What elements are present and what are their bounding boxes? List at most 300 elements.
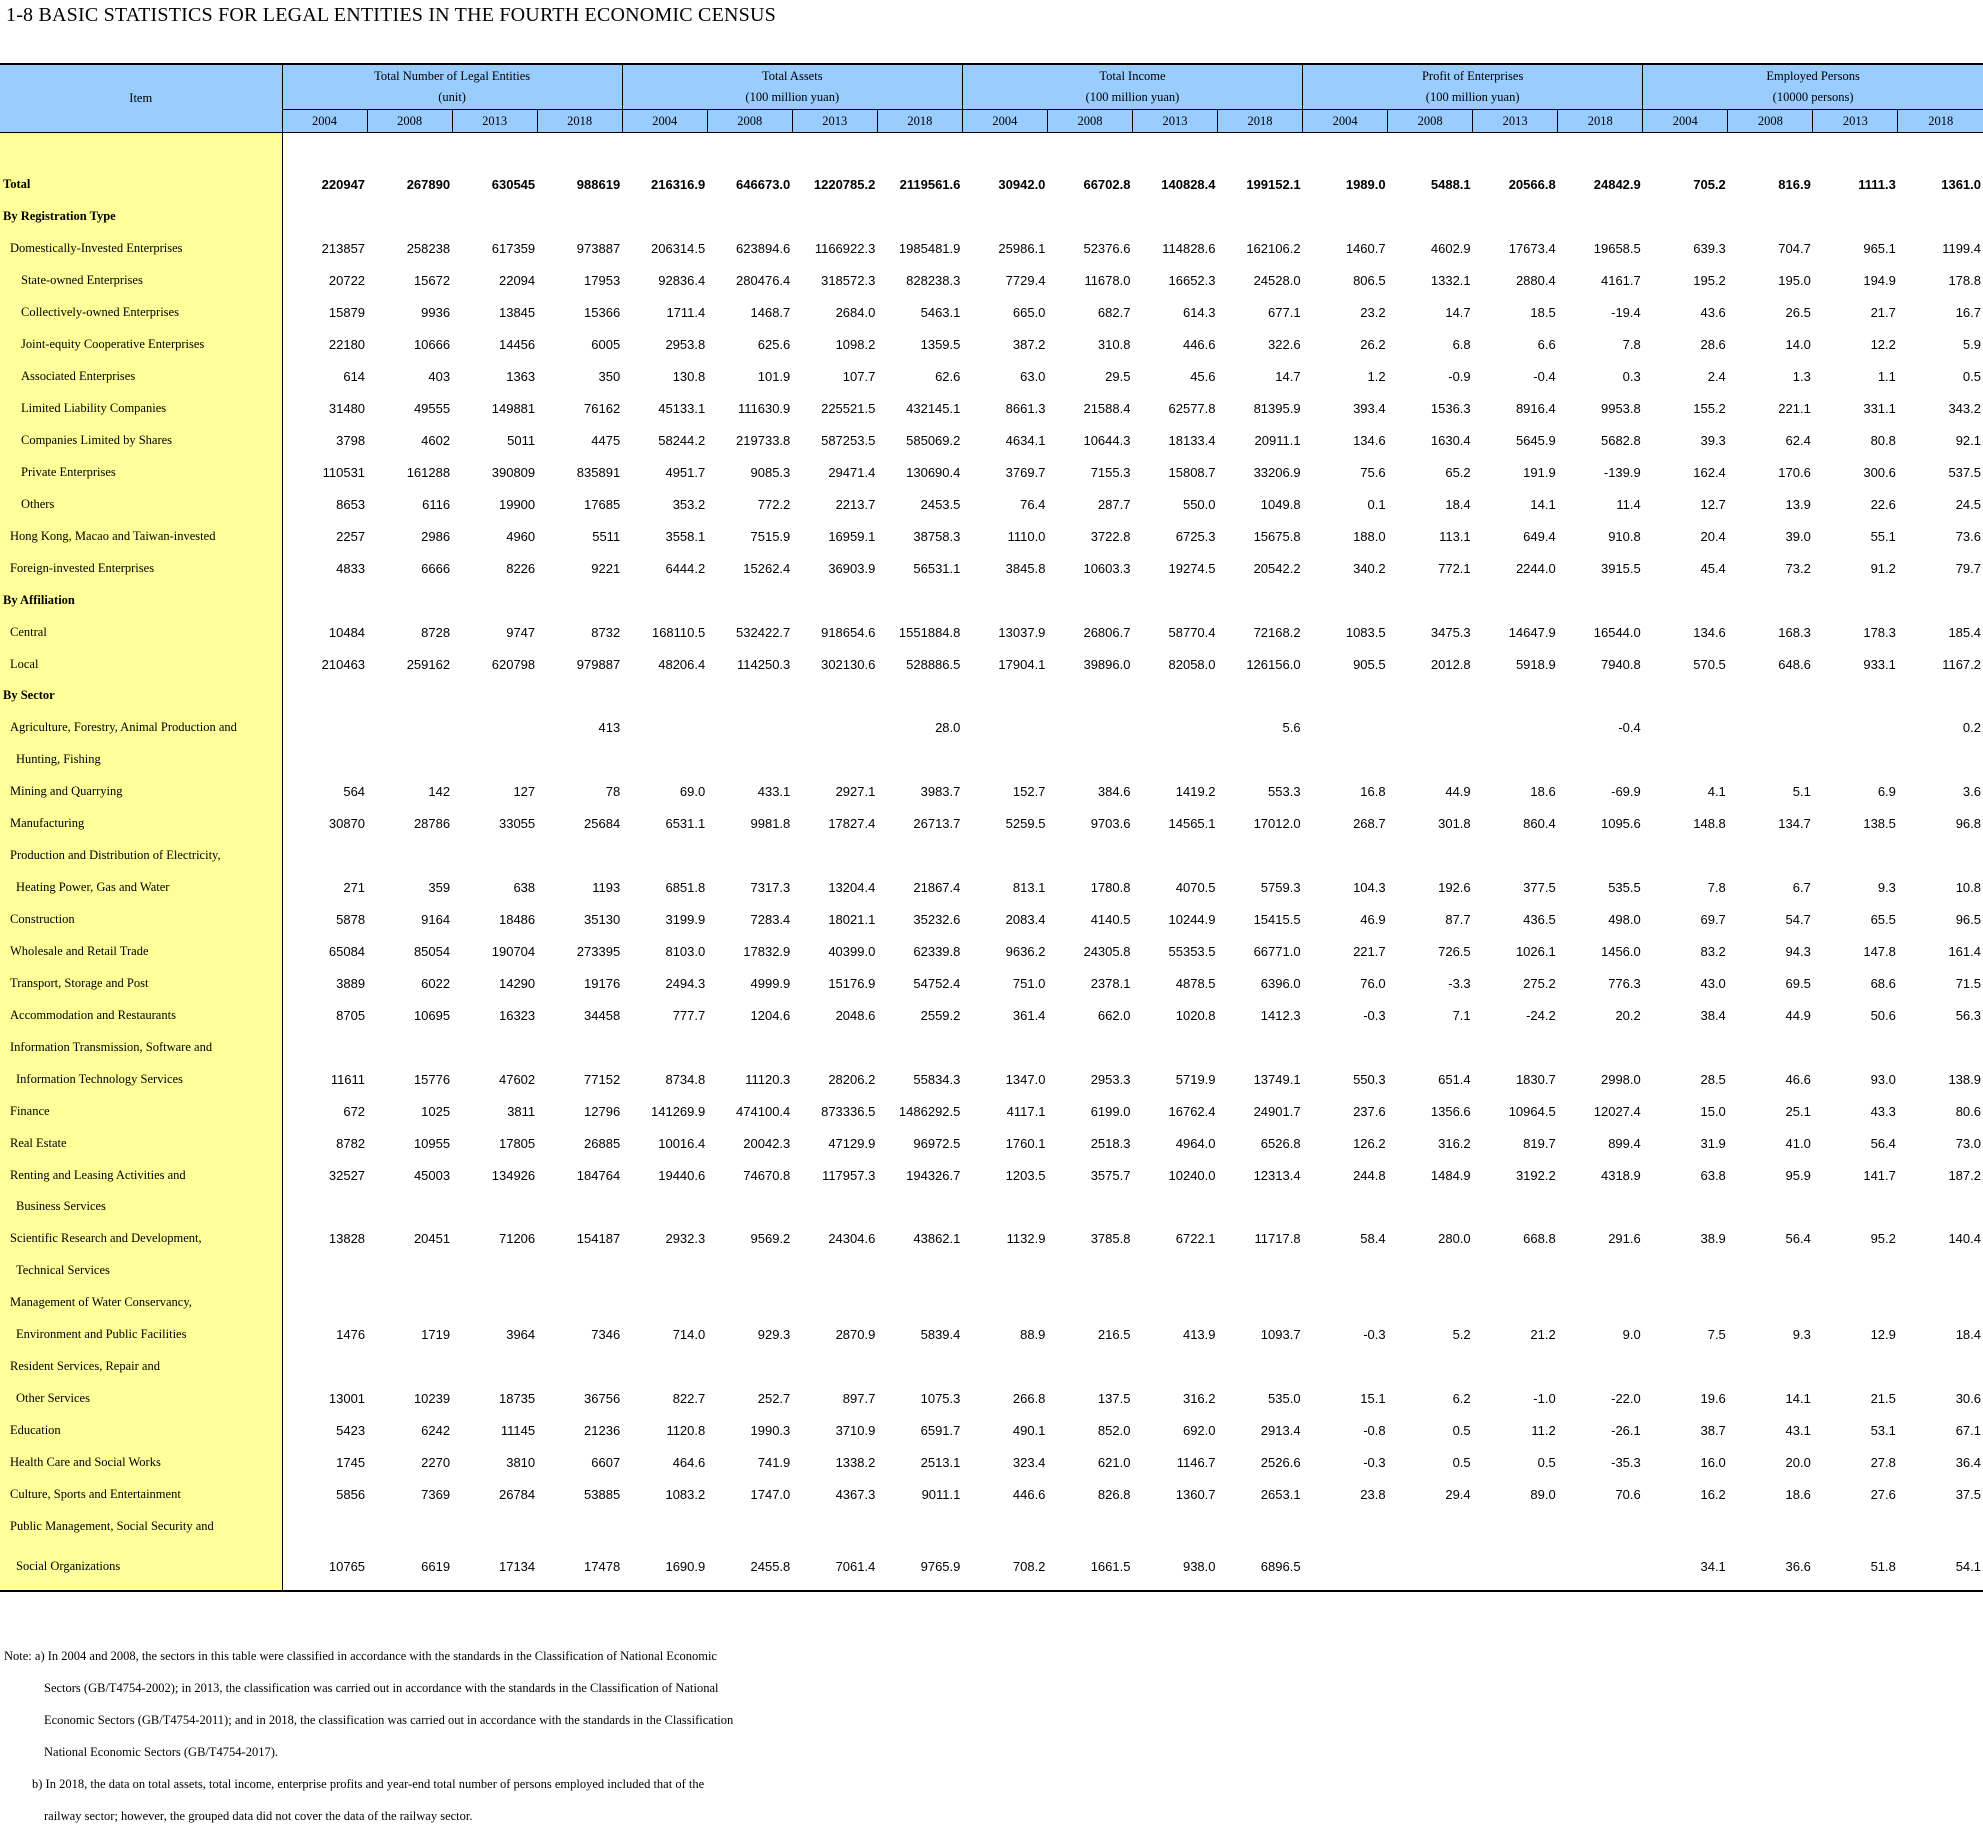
year-header: 2018 — [537, 110, 622, 133]
data-cell: 776.3 — [1608, 975, 1641, 991]
data-cell: 20451 — [413, 1231, 451, 1247]
data-cell — [1303, 712, 1388, 744]
data-cell: 19.6 — [1700, 1391, 1726, 1407]
data-cell: 988619 — [576, 177, 621, 193]
data-cell — [1473, 712, 1558, 744]
data-cell: 532422.7 — [736, 624, 791, 640]
data-cell: 2257 — [336, 528, 366, 544]
data-cell — [1303, 584, 1388, 616]
data-cell — [1643, 1191, 1728, 1223]
data-cell: 38.9 — [1700, 1231, 1726, 1247]
data-cell — [282, 1351, 367, 1383]
data-cell: 322.6 — [1268, 337, 1301, 353]
data-cell — [452, 680, 537, 712]
data-cell: 43.3 — [1870, 1103, 1896, 1119]
data-cell: 13845 — [498, 305, 536, 321]
table-row — [0, 616, 1983, 648]
year-header: 2013 — [1813, 110, 1898, 133]
data-cell: 24305.8 — [1083, 943, 1131, 959]
data-cell — [1643, 1287, 1728, 1319]
data-cell — [1558, 1351, 1643, 1383]
data-cell: 28.6 — [1700, 337, 1726, 353]
data-cell: 826.8 — [1097, 1486, 1131, 1502]
data-cell: 751.0 — [1012, 975, 1046, 991]
data-cell: 70.6 — [1615, 1486, 1641, 1502]
data-cell: 1.1 — [1877, 369, 1896, 385]
data-cell: 24528.0 — [1253, 273, 1301, 289]
data-cell: 220947 — [321, 177, 366, 193]
data-cell: 18.6 — [1530, 784, 1556, 800]
data-cell — [1473, 1287, 1558, 1319]
year-header: 2008 — [1388, 110, 1473, 133]
table-row — [0, 456, 1983, 488]
data-cell: 5839.4 — [920, 1327, 961, 1343]
data-cell — [1303, 201, 1388, 233]
data-cell: 92.1 — [1955, 432, 1981, 448]
data-cell: 16544.0 — [1593, 624, 1641, 640]
data-cell: 8782 — [336, 1135, 366, 1151]
data-cell: 93.0 — [1870, 1071, 1896, 1087]
data-cell: 78 — [605, 784, 621, 800]
data-cell — [1898, 840, 1983, 872]
data-cell: 6725.3 — [1175, 528, 1216, 544]
data-cell: 19440.6 — [658, 1167, 706, 1183]
data-cell: 323.4 — [1012, 1454, 1046, 1470]
data-cell: 21867.4 — [913, 880, 961, 896]
data-cell: 2048.6 — [835, 1007, 876, 1023]
data-cell: 1338.2 — [835, 1454, 876, 1470]
data-cell: 96972.5 — [913, 1135, 961, 1151]
data-cell: 822.7 — [672, 1391, 706, 1407]
data-cell: 21236 — [584, 1423, 621, 1439]
data-cell: 2927.1 — [835, 784, 876, 800]
data-cell: 905.5 — [1353, 656, 1386, 672]
row-label: Total — [0, 169, 282, 201]
data-cell: 1719 — [421, 1327, 451, 1343]
data-cell: 16.0 — [1700, 1454, 1726, 1470]
data-cell: 15176.9 — [828, 975, 876, 991]
data-cell — [1473, 1191, 1558, 1223]
data-cell: 22180 — [328, 337, 366, 353]
data-cell: -0.4 — [1533, 369, 1556, 385]
data-cell: 4475 — [591, 432, 621, 448]
data-cell — [707, 133, 792, 170]
data-cell — [1728, 133, 1813, 170]
data-cell — [962, 840, 1047, 872]
data-cell: 107.7 — [842, 369, 876, 385]
data-cell: 7515.9 — [750, 528, 791, 544]
data-cell — [1813, 1510, 1898, 1542]
data-cell: 56.3 — [1955, 1007, 1981, 1023]
data-cell — [1898, 1255, 1983, 1287]
data-cell: 413 — [598, 720, 621, 736]
data-cell: 5463.1 — [920, 305, 961, 321]
year-header: 2008 — [707, 110, 792, 133]
data-cell: 2986 — [421, 528, 451, 544]
data-cell — [1898, 1287, 1983, 1319]
data-cell: 1166922.3 — [814, 241, 876, 257]
data-cell: 206314.5 — [651, 241, 706, 257]
table-row — [0, 1127, 1983, 1159]
data-cell: 55834.3 — [913, 1071, 961, 1087]
data-cell: 10765 — [282, 1542, 367, 1591]
data-cell: 1098.2 — [835, 337, 876, 353]
data-cell: 20.0 — [1785, 1454, 1811, 1470]
data-cell: 3.6 — [1962, 784, 1981, 800]
data-cell: 1468.7 — [750, 305, 791, 321]
data-cell — [367, 680, 452, 712]
data-cell — [707, 584, 792, 616]
data-cell — [1813, 584, 1898, 616]
data-cell: 550.3 — [1353, 1071, 1386, 1087]
data-cell: 8103.0 — [665, 943, 706, 959]
table-row — [0, 1063, 1983, 1095]
data-cell: 1204.6 — [750, 1007, 791, 1023]
data-cell: 1360.7 — [1175, 1486, 1216, 1502]
data-cell: 7155.3 — [1090, 464, 1131, 480]
data-cell — [282, 584, 367, 616]
data-cell: 1132.9 — [1006, 1231, 1046, 1247]
year-header: 2013 — [792, 110, 877, 133]
data-cell — [1813, 744, 1898, 776]
data-cell: 1347.0 — [1005, 1071, 1046, 1087]
row-label: Culture, Sports and Entertainment — [0, 1478, 282, 1510]
data-cell: 26713.7 — [913, 816, 961, 832]
data-cell — [537, 680, 622, 712]
data-cell: 10.8 — [1955, 880, 1981, 896]
data-cell: 3983.7 — [920, 784, 961, 800]
data-cell: 741.9 — [757, 1454, 791, 1470]
data-cell: 168110.5 — [651, 624, 706, 640]
data-cell — [1898, 680, 1983, 712]
data-cell: 3475.3 — [1430, 624, 1471, 640]
data-cell: 76.4 — [1020, 496, 1046, 512]
data-cell: 623894.6 — [736, 241, 791, 257]
data-cell: 5511 — [592, 528, 621, 544]
data-cell: 18021.1 — [828, 912, 876, 928]
data-cell — [707, 712, 792, 744]
data-cell — [282, 1255, 367, 1287]
table-row — [0, 584, 1983, 616]
data-cell: 692.0 — [1182, 1423, 1216, 1439]
data-cell — [282, 712, 367, 744]
data-cell: 96.8 — [1955, 816, 1981, 832]
data-cell — [1047, 584, 1132, 616]
data-cell: 142 — [428, 784, 451, 800]
data-cell: 162106.2 — [1246, 241, 1301, 257]
data-cell: 15675.8 — [1253, 528, 1301, 544]
data-cell: 1830.7 — [1515, 1071, 1556, 1087]
data-cell — [707, 1255, 792, 1287]
data-cell: 44.9 — [1785, 1007, 1811, 1023]
data-cell: 8661.3 — [1005, 401, 1046, 417]
data-cell: 662.0 — [1097, 1007, 1131, 1023]
data-cell: 140.4 — [1948, 1231, 1981, 1247]
data-cell: 15672 — [413, 273, 451, 289]
data-cell — [1643, 584, 1728, 616]
data-cell — [1728, 840, 1813, 872]
data-cell: 6591.7 — [920, 1423, 961, 1439]
data-cell: 9011.1 — [921, 1486, 961, 1502]
row-label: Management of Water Conservancy, — [0, 1287, 282, 1319]
data-cell: 137.5 — [1097, 1391, 1131, 1407]
data-cell: 359 — [428, 880, 451, 896]
data-cell: 36.6 — [1728, 1542, 1813, 1591]
data-cell: 12027.4 — [1593, 1103, 1641, 1119]
data-cell: 8916.4 — [1515, 401, 1556, 417]
data-cell — [1218, 1351, 1303, 1383]
data-cell: 18735 — [498, 1391, 536, 1407]
data-cell — [537, 840, 622, 872]
data-cell: 16.8 — [1360, 784, 1386, 800]
data-cell: 63.0 — [1020, 369, 1046, 385]
data-cell: 21.2 — [1530, 1327, 1556, 1343]
data-cell — [1473, 840, 1558, 872]
data-cell — [367, 584, 452, 616]
data-cell: 17805 — [498, 1135, 536, 1151]
data-cell: -24.2 — [1526, 1007, 1556, 1023]
data-cell: 66771.0 — [1253, 943, 1301, 959]
data-cell — [877, 840, 962, 872]
data-cell: 20542.2 — [1253, 560, 1301, 576]
data-cell — [707, 1510, 792, 1542]
data-cell: 31480 — [328, 401, 366, 417]
data-cell: 26806.7 — [1083, 624, 1131, 640]
data-cell: 29.4 — [1445, 1486, 1471, 1502]
data-cell — [962, 1287, 1047, 1319]
data-cell: -139.9 — [1603, 464, 1641, 480]
data-cell: 39896.0 — [1083, 656, 1131, 672]
data-cell: 12796 — [584, 1103, 621, 1119]
data-cell: 899.4 — [1608, 1135, 1641, 1151]
data-cell: 9.3 — [1792, 1327, 1811, 1343]
data-cell: 1120.8 — [666, 1423, 706, 1439]
data-cell: 5.6 — [1282, 720, 1301, 736]
data-cell: 221.1 — [1778, 401, 1811, 417]
data-cell: 28206.2 — [828, 1071, 876, 1087]
data-cell: 38.7 — [1700, 1423, 1726, 1439]
table-row — [0, 808, 1983, 840]
data-cell: 614 — [343, 369, 366, 385]
data-cell: 30.6 — [1955, 1391, 1981, 1407]
data-cell — [622, 712, 707, 744]
data-cell: 4951.7 — [665, 464, 706, 480]
data-cell: 302130.6 — [821, 656, 876, 672]
data-cell: 72168.2 — [1253, 624, 1301, 640]
data-cell: 2244.0 — [1515, 560, 1556, 576]
data-cell: 275.2 — [1523, 975, 1556, 991]
data-cell: 1630.4 — [1430, 432, 1471, 448]
data-cell: 190704 — [491, 943, 536, 959]
data-cell: 4318.9 — [1600, 1167, 1641, 1183]
data-cell: 18.6 — [1785, 1486, 1811, 1502]
data-cell: 10484 — [328, 624, 366, 640]
data-cell: 89.0 — [1530, 1486, 1556, 1502]
data-cell — [962, 1255, 1047, 1287]
data-cell — [1473, 1510, 1558, 1542]
data-cell: 649.4 — [1523, 528, 1556, 544]
data-cell — [962, 712, 1047, 744]
data-cell — [1388, 712, 1473, 744]
data-cell — [537, 1351, 622, 1383]
data-cell: 6396.0 — [1260, 975, 1301, 991]
data-cell: 76.0 — [1360, 975, 1386, 991]
data-cell: 5.9 — [1962, 337, 1981, 353]
data-cell: 6199.0 — [1090, 1103, 1131, 1119]
data-cell: 26.5 — [1785, 305, 1811, 321]
data-cell — [1728, 584, 1813, 616]
data-cell — [537, 744, 622, 776]
data-cell: 5259.5 — [1005, 816, 1046, 832]
data-cell — [1643, 1351, 1728, 1383]
data-cell: 393.4 — [1353, 401, 1386, 417]
data-cell: 3798 — [336, 432, 366, 448]
data-cell: 2453.5 — [920, 496, 961, 512]
data-cell: 161288 — [406, 464, 451, 480]
data-cell: 10666 — [413, 337, 451, 353]
year-header: 2008 — [1047, 110, 1132, 133]
data-cell — [1047, 1255, 1132, 1287]
data-cell: 10244.9 — [1168, 912, 1216, 928]
data-cell: 95.2 — [1870, 1231, 1896, 1247]
data-cell — [1132, 584, 1217, 616]
data-cell: 350 — [598, 369, 621, 385]
data-cell: 134.6 — [1353, 432, 1386, 448]
data-cell — [452, 584, 537, 616]
data-cell — [1813, 1031, 1898, 1063]
data-cell — [1047, 712, 1132, 744]
data-cell: -22.0 — [1611, 1391, 1641, 1407]
data-cell: 3785.8 — [1090, 1231, 1131, 1247]
data-cell: 95.9 — [1785, 1167, 1811, 1183]
data-cell: 1356.6 — [1430, 1103, 1471, 1119]
data-cell: 43.6 — [1700, 305, 1726, 321]
data-cell: 49555 — [413, 401, 451, 417]
data-cell: 22094 — [498, 273, 536, 289]
data-cell: 938.0 — [1132, 1542, 1217, 1591]
data-cell: 14.1 — [1785, 1391, 1811, 1407]
data-cell: 2559.2 — [920, 1007, 961, 1023]
data-cell — [962, 584, 1047, 616]
data-cell — [282, 680, 367, 712]
data-cell — [1558, 1542, 1643, 1591]
data-cell: 11145 — [500, 1423, 536, 1439]
data-cell: 6.6 — [1537, 337, 1556, 353]
data-cell — [452, 840, 537, 872]
data-cell: 268.7 — [1353, 816, 1386, 832]
data-cell: 23.8 — [1360, 1486, 1386, 1502]
data-cell: 537.5 — [1948, 464, 1981, 480]
data-cell: 5423 — [336, 1423, 366, 1439]
data-cell: 19900 — [498, 496, 536, 512]
data-cell: 965.1 — [1863, 241, 1896, 257]
data-cell: 114828.6 — [1162, 241, 1216, 257]
data-cell: 280476.4 — [736, 273, 791, 289]
data-cell — [1898, 1351, 1983, 1383]
data-cell: 71206 — [498, 1231, 536, 1247]
data-cell — [1813, 1191, 1898, 1223]
data-cell: 5.1 — [1792, 784, 1811, 800]
data-cell — [1558, 1191, 1643, 1223]
data-cell: 54752.4 — [913, 975, 961, 991]
data-cell: 62339.8 — [913, 943, 961, 959]
data-cell — [282, 1287, 367, 1319]
data-cell: 535.0 — [1268, 1391, 1301, 1407]
data-cell: 39.0 — [1785, 528, 1811, 544]
data-cell — [1473, 1542, 1558, 1591]
data-cell: -1.0 — [1533, 1391, 1556, 1407]
data-cell: 29.5 — [1105, 369, 1131, 385]
data-cell: 55353.5 — [1168, 943, 1216, 959]
data-cell — [1218, 1510, 1303, 1542]
data-cell: 2653.1 — [1260, 1486, 1301, 1502]
data-cell — [622, 201, 707, 233]
data-cell — [1218, 1031, 1303, 1063]
data-cell: 68.6 — [1870, 975, 1896, 991]
row-label: Local — [0, 648, 282, 680]
data-cell: 9.3 — [1877, 880, 1896, 896]
data-cell: 1536.3 — [1430, 401, 1471, 417]
data-cell: -69.9 — [1611, 784, 1641, 800]
data-cell: 15.0 — [1700, 1103, 1726, 1119]
table-row — [0, 840, 1983, 872]
data-cell: 45133.1 — [658, 401, 706, 417]
data-cell: 2998.0 — [1600, 1071, 1641, 1087]
year-header: 2004 — [962, 110, 1047, 133]
data-cell: 62.6 — [935, 369, 961, 385]
data-cell: 28.5 — [1700, 1071, 1726, 1087]
data-cell — [367, 840, 452, 872]
data-cell: 5878 — [336, 912, 366, 928]
data-cell: 0.1 — [1367, 496, 1386, 512]
data-cell: 677.1 — [1268, 305, 1301, 321]
data-cell — [1728, 680, 1813, 712]
data-cell: 7061.4 — [792, 1542, 877, 1591]
row-label: Joint-equity Cooperative Enterprises — [0, 329, 282, 361]
table-row — [0, 1031, 1983, 1063]
item-column-header: Item — [0, 64, 282, 133]
data-cell: 7940.8 — [1600, 656, 1641, 672]
row-label: Heating Power, Gas and Water — [0, 872, 282, 904]
data-cell: 464.6 — [672, 1454, 706, 1470]
data-cell — [792, 1031, 877, 1063]
data-cell: 15262.4 — [743, 560, 791, 576]
data-cell: 0.3 — [1622, 369, 1641, 385]
data-cell: 58.4 — [1360, 1231, 1386, 1247]
data-cell — [367, 133, 452, 170]
data-cell — [622, 1191, 707, 1223]
data-cell — [1558, 1031, 1643, 1063]
statistics-table — [0, 63, 1983, 1592]
table-row — [0, 361, 1983, 393]
data-cell — [1388, 1255, 1473, 1287]
group-unit: (10000 persons) — [1772, 90, 1854, 104]
data-cell: 141.7 — [1863, 1167, 1896, 1183]
data-cell: 27.8 — [1870, 1454, 1896, 1470]
data-cell: 91.2 — [1870, 560, 1896, 576]
data-cell — [282, 1031, 367, 1063]
data-cell: 21.5 — [1870, 1391, 1896, 1407]
table-row — [0, 233, 1983, 265]
data-cell: 20.4 — [1700, 528, 1726, 544]
data-cell: 65.2 — [1445, 464, 1471, 480]
data-cell: 704.7 — [1778, 241, 1811, 257]
data-cell: 11120.3 — [745, 1071, 791, 1087]
data-cell — [962, 1191, 1047, 1223]
group-header — [1303, 64, 1643, 110]
data-cell — [1898, 1191, 1983, 1223]
data-cell: 4634.1 — [1005, 432, 1046, 448]
